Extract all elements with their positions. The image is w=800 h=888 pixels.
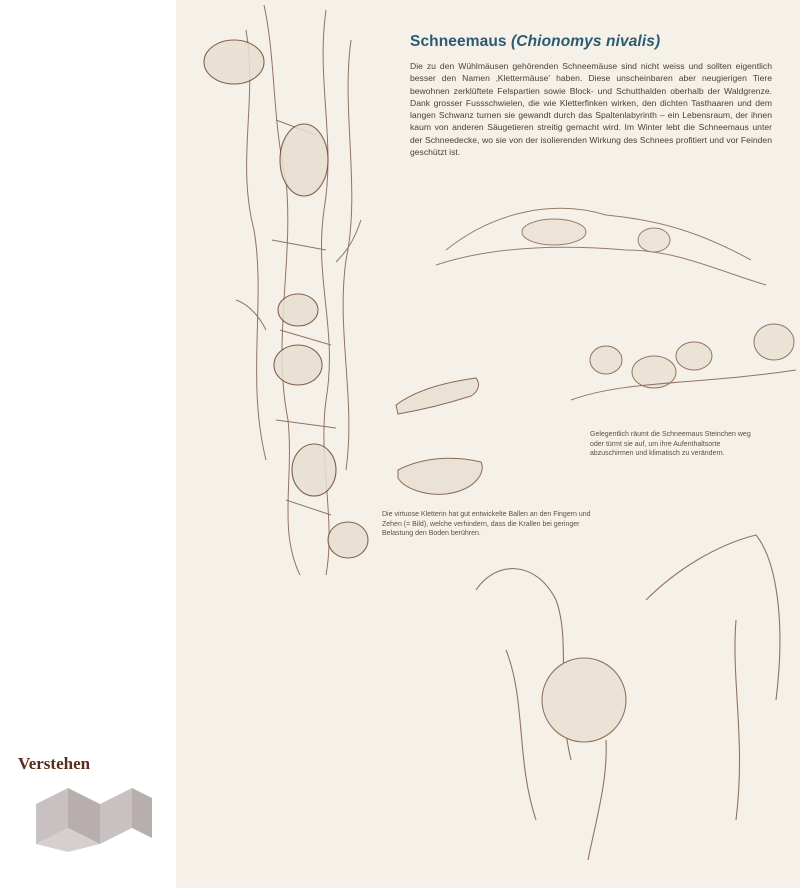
poster-heading bbox=[410, 33, 660, 51]
heading-latin-name: (Chionomys nivalis) bbox=[511, 33, 661, 50]
horizontal-crevice-sketch bbox=[436, 208, 766, 285]
rock-crevice-sketch bbox=[236, 5, 361, 575]
intro-paragraph: Die zu den Wühlmäusen gehörenden Schneemäuse sind nicht weiss und sollten eigentlich besser den Namen ‚Klettermäuse' haben. Diese unscheinbaren aber neugierigen Tiere bewohnen zerklüftete Felspartien sowie Block- und Schutthalden oberhalb der Waldgrenze. Dank grosser Fussschwielen, die wie Kletterfinken wirken, den dichten Tasthaaren und dem langen Schwanz turnen sie gewandt durch das Spaltenlabyrinth – ein Lebensraum, der ihnen kaum von anderen Säugetieren streitig gemacht wird. Im Winter lebt die Schneemaus unter der Schneedecke, wo sie von der isolierenden Wirkung des Schnees profitiert und vor Feinden geschützt ist. bbox=[410, 61, 772, 158]
sidebar bbox=[0, 0, 176, 888]
caption-paws: Die virtuose Kletterin hat gut entwickelte Ballen an den Fingern und Zehen (= Bild), welche verhindern, dass die Krallen bei geringer Belastung den Boden berühren. bbox=[382, 511, 591, 538]
boulder-mouse-sketch bbox=[476, 535, 780, 860]
heading-common-name: Schneemaus bbox=[410, 33, 512, 50]
paw-sketches bbox=[396, 378, 482, 494]
sidebar-title: Verstehen bbox=[18, 754, 91, 773]
poster bbox=[176, 0, 800, 888]
folded-paper-icon[interactable] bbox=[28, 782, 158, 852]
caption-stones: Gelegentlich räumt die Schneemaus Steinchen weg oder türmt sie auf, um ihre Aufenthaltsorte abzuschirmen und klimatisch zu verändern. bbox=[590, 431, 751, 458]
pebble-mice-sketch bbox=[571, 324, 796, 400]
